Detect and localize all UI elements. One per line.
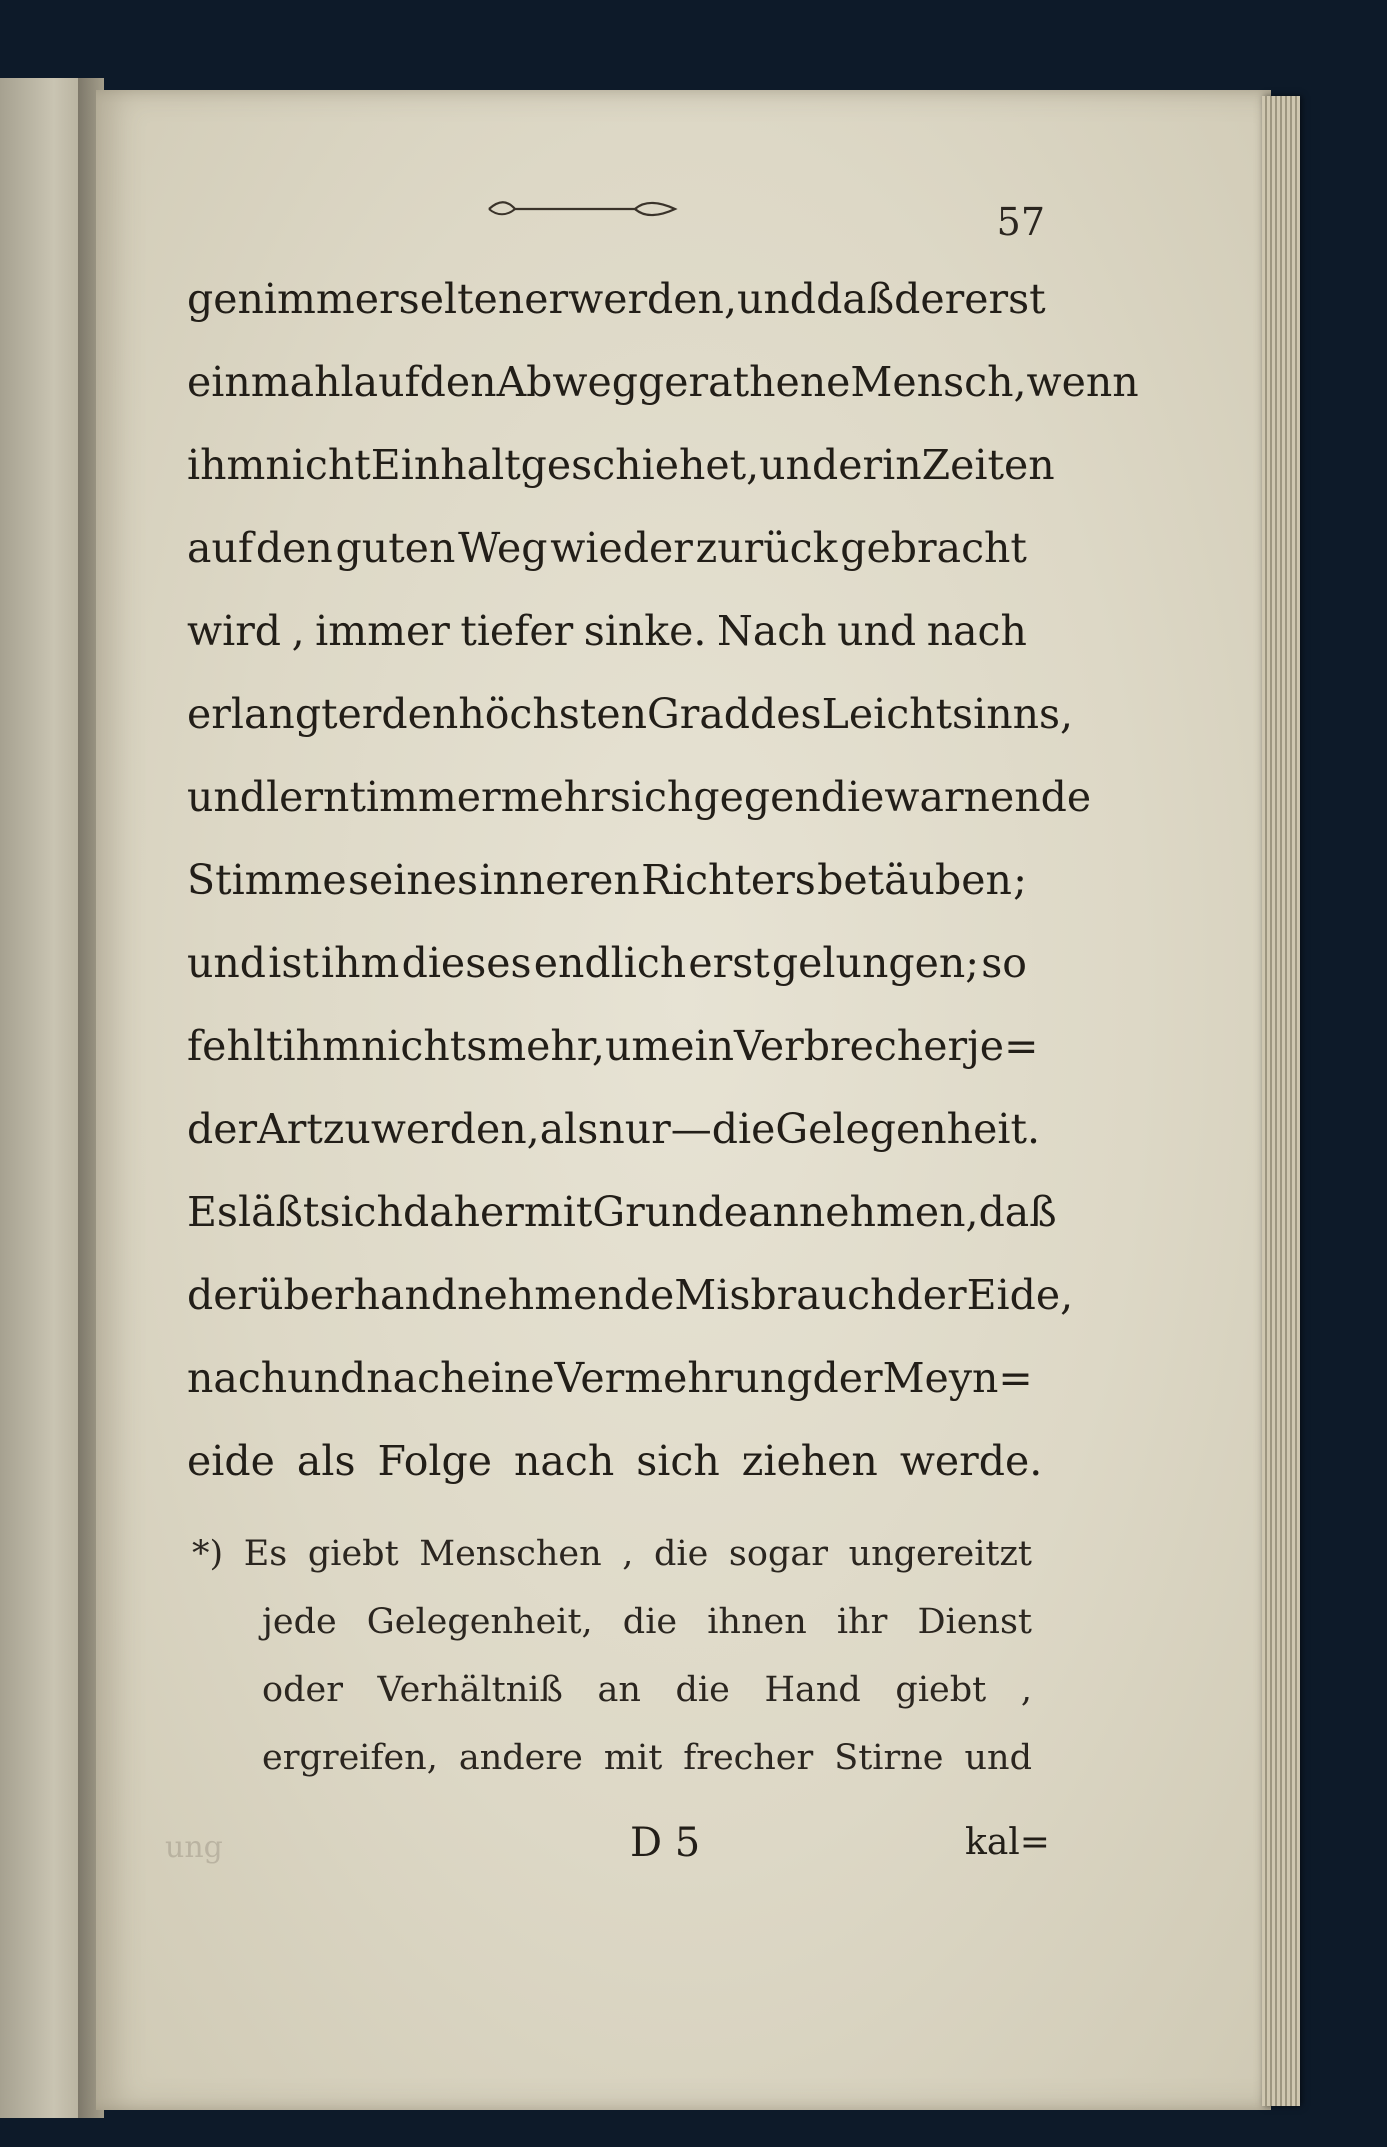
footnote-line [262, 1656, 1032, 1724]
word: je= [967, 1022, 1039, 1070]
word: und [187, 939, 267, 987]
word: die [654, 1534, 709, 1574]
word: sinke. [583, 607, 707, 655]
word: Einhalt [370, 441, 521, 489]
text-line [187, 1005, 1039, 1088]
printer-signature-mark: D 5 [630, 1820, 701, 1866]
word: die [622, 1602, 678, 1642]
word: sich [319, 1188, 403, 1236]
word: ihr [836, 1602, 888, 1642]
word: gerathene [638, 358, 851, 406]
word: oder [262, 1670, 343, 1710]
word: der [896, 1271, 967, 1319]
word: frecher [683, 1738, 814, 1778]
word: geschiehet, [520, 441, 760, 489]
word: andere [458, 1738, 583, 1778]
word: ungereitzt [848, 1534, 1032, 1574]
word: als [296, 1437, 356, 1485]
word: Stirne [834, 1738, 944, 1778]
text-line [187, 756, 1092, 839]
text-line [187, 673, 1074, 756]
word: betäuben [817, 856, 1012, 904]
word: Es [243, 1534, 288, 1574]
word: überhandnehmende [257, 1271, 675, 1319]
word: immer [263, 275, 399, 323]
footnote-line [192, 1520, 1032, 1588]
word: den [255, 524, 333, 572]
word: *) [192, 1534, 224, 1574]
header-ornament [485, 196, 685, 222]
word: nach [187, 1354, 288, 1402]
text-line [187, 424, 1055, 507]
word: Grunde [592, 1188, 749, 1236]
word: Menschen [419, 1534, 602, 1574]
text-line [187, 258, 1046, 341]
word: gelungen; [771, 939, 980, 987]
word: werden, [370, 1105, 540, 1153]
word: Gelegenheit. [775, 1105, 1040, 1153]
word: daß [978, 1188, 1057, 1236]
word: Eide, [966, 1271, 1074, 1319]
word: erlangt [187, 690, 338, 738]
word: Folge [377, 1437, 493, 1485]
word: Stimme [187, 856, 347, 904]
word: , [622, 1534, 634, 1574]
word: die [675, 1670, 730, 1710]
word: ; [1013, 856, 1027, 904]
word: guten [335, 524, 456, 572]
text-line [187, 1088, 1040, 1171]
page-number: 57 [996, 200, 1045, 244]
word: Art [257, 1105, 323, 1153]
word: erst [688, 939, 770, 987]
word: nach [514, 1437, 615, 1485]
word: sogar [728, 1534, 828, 1574]
word: Vermehrung [554, 1354, 813, 1402]
word: nur—die [598, 1105, 776, 1153]
word: ihm [187, 441, 266, 489]
word: mehr, [487, 1022, 605, 1070]
word: er [838, 441, 883, 489]
word: nichts [360, 1022, 488, 1070]
text-line [187, 590, 1027, 673]
word: und [964, 1738, 1032, 1778]
text-line [187, 507, 1027, 590]
word: nach [926, 607, 1027, 655]
text-line [187, 1420, 1043, 1503]
word: Weg [458, 524, 548, 572]
word: auf [353, 358, 420, 406]
word: seines [347, 856, 479, 904]
word: zu [322, 1105, 371, 1153]
word: mehr [500, 773, 610, 821]
word: , [291, 607, 305, 655]
word: ein [670, 1022, 735, 1070]
word: warnende [884, 773, 1092, 821]
word: ziehen [741, 1437, 878, 1485]
word: dieses [401, 939, 532, 987]
word: immer [315, 607, 450, 655]
word: der [812, 1354, 883, 1402]
word: Nach [716, 607, 827, 655]
catchword: kal= [965, 1822, 1050, 1863]
text-line [187, 1337, 1033, 1420]
word: des [750, 690, 822, 738]
word: lernt [266, 773, 366, 821]
footnote-line [262, 1724, 1032, 1792]
footnote-line [262, 1588, 1032, 1656]
word: gebracht [840, 524, 1027, 572]
word: Abweg [496, 358, 639, 406]
word: Misbrauch [674, 1271, 897, 1319]
word: eine [466, 1354, 555, 1402]
word: giebt [307, 1534, 399, 1574]
word: er [337, 690, 382, 738]
word: immer [365, 773, 501, 821]
word: und [187, 773, 267, 821]
footnote-block [192, 1520, 1032, 1792]
word: auf [187, 524, 254, 572]
word: endlich [533, 939, 687, 987]
word: ihm [282, 1022, 361, 1070]
word: den [381, 690, 459, 738]
text-line [187, 1254, 1074, 1337]
word: ihm [321, 939, 400, 987]
word: der [894, 275, 965, 323]
page-stack-edges [1262, 96, 1300, 2106]
word: eide [187, 1437, 275, 1485]
word: werden, [568, 275, 737, 323]
word: mit [523, 1188, 593, 1236]
word: , [1020, 1670, 1032, 1710]
word: nach [366, 1354, 467, 1402]
word: inneren [479, 856, 640, 904]
word: Zeiten [921, 441, 1055, 489]
word: so [981, 939, 1027, 987]
word: gegen [693, 773, 821, 821]
text-line [187, 922, 1027, 1005]
word: als [539, 1105, 599, 1153]
text-line [187, 839, 1027, 922]
word: werde. [899, 1437, 1043, 1485]
word: der [187, 1105, 258, 1153]
word: wieder [550, 524, 693, 572]
word: einmahl [187, 358, 354, 406]
word: in [882, 441, 922, 489]
word: nicht [265, 441, 371, 489]
word: ergreifen, [262, 1738, 438, 1778]
word: den [419, 358, 497, 406]
word: daher [402, 1188, 524, 1236]
word: Gelegenheit, [366, 1602, 593, 1642]
word: wird [187, 607, 282, 655]
word: läßt [237, 1188, 320, 1236]
word: sich [609, 773, 694, 821]
word: höchsten [458, 690, 647, 738]
word: Hand [764, 1670, 861, 1710]
word: sich [636, 1437, 720, 1485]
word: Dienst [917, 1602, 1032, 1642]
word: Meyn= [882, 1354, 1033, 1402]
word: Verbrecher [734, 1022, 968, 1070]
text-line [187, 341, 1139, 424]
word: der [187, 1271, 258, 1319]
word: Grad [647, 690, 751, 738]
word: mit [603, 1738, 663, 1778]
word: giebt [895, 1670, 987, 1710]
main-text-block [187, 258, 1139, 1503]
word: ist [268, 939, 319, 987]
word: seltener [398, 275, 569, 323]
word: und [759, 441, 839, 489]
word: daß [816, 275, 895, 323]
word: gen [187, 275, 264, 323]
word: Es [187, 1188, 238, 1236]
word: um [604, 1022, 671, 1070]
word: zurück [695, 524, 838, 572]
previous-page-edge [0, 78, 90, 2118]
word: Mensch, [850, 358, 1027, 406]
word: an [597, 1670, 641, 1710]
word: Richters [641, 856, 816, 904]
word: erst [964, 275, 1046, 323]
bleed-through-text: ung [165, 1830, 223, 1865]
text-line [187, 1171, 1057, 1254]
word: jede [262, 1602, 337, 1642]
word: Verhältniß [377, 1670, 563, 1710]
word: und [737, 275, 817, 323]
word: annehmen, [748, 1188, 979, 1236]
word: Leichtsinns, [821, 690, 1074, 738]
word: ihnen [707, 1602, 807, 1642]
word: wenn [1026, 358, 1139, 406]
word: fehlt [187, 1022, 283, 1070]
word: tiefer [460, 607, 574, 655]
word: und [837, 607, 917, 655]
word: die [820, 773, 885, 821]
word: und [287, 1354, 367, 1402]
